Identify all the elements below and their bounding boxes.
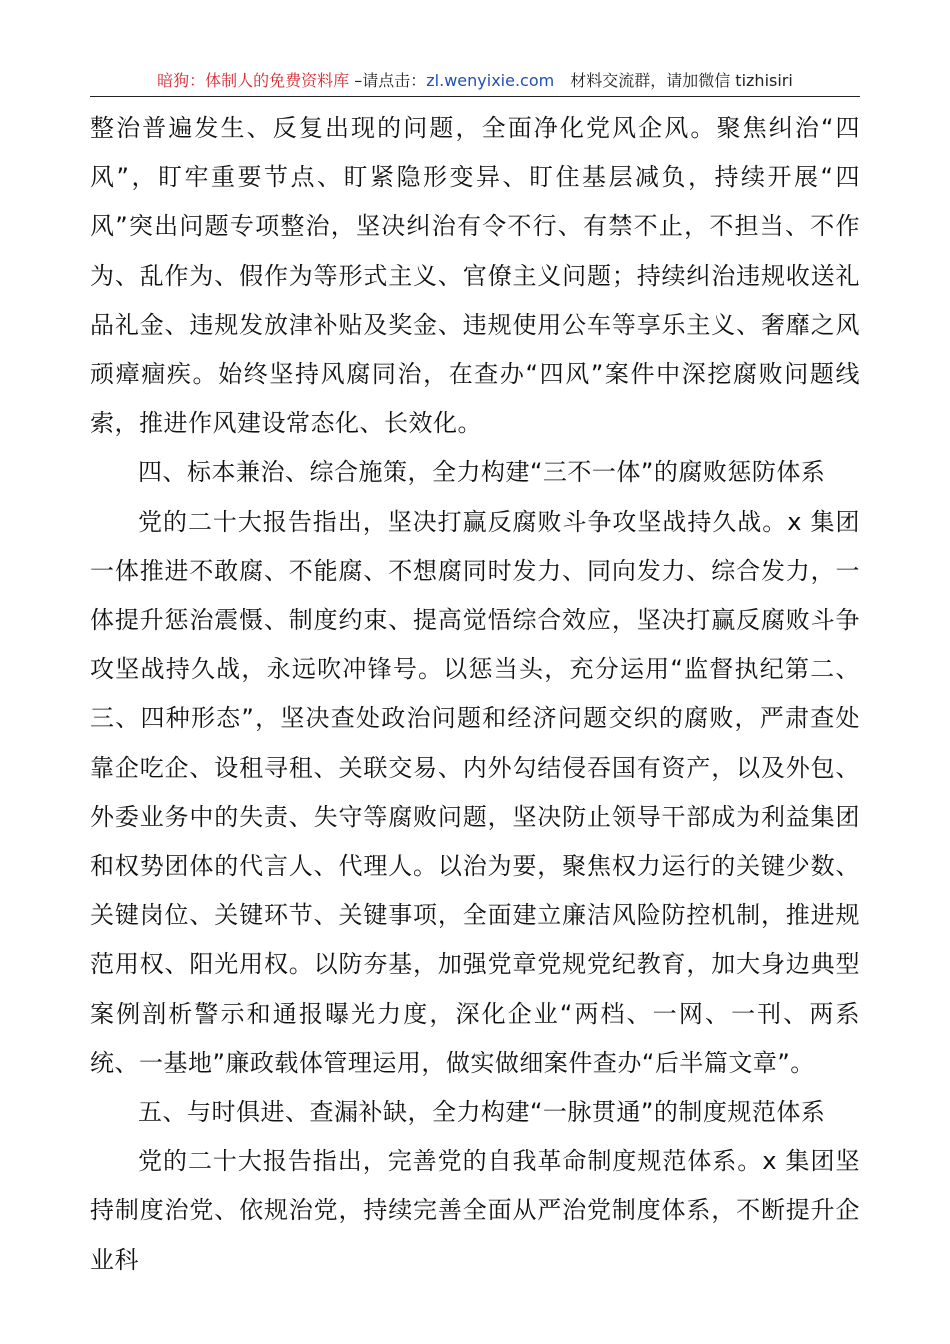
header-note: 材料交流群，请加微信 tizhisiri [570, 71, 793, 90]
paragraph-section-5: 党的二十大报告指出，完善党的自我革命制度规范体系。x 集团坚持制度治党、依规治党，持续完善全面从严治党制度体系，不断提升企业科 [90, 1147, 860, 1274]
section-heading-5: 五、与时俱进、查漏补缺，全力构建“一脉贯通”的制度规范体系 [138, 1098, 826, 1127]
document-body [90, 104, 860, 1285]
header-link[interactable]: zl.wenyixie.com [426, 71, 555, 90]
page-header [90, 66, 860, 97]
paragraph-continued: 整治普遍发生、反复出现的问题，全面净化党风企风。聚焦纠治“四风”，盯牢重要节点、盯紧隐形变异、盯住基层减负，持续开展“四风”突出问题专项整治，坚决纠治有令不行、有禁不止，不担当、不作为、乱作为、假作为等形式主义、官僚主义问题；持续纠治违规收送礼品礼金、违规发放津补贴及奖金、违规使用公车等享乐主义、奢靡之风顽瘴痼疾。始终坚持风腐同治，在查办“四风”案件中深挖腐败问题线索，推进作风建设常态化、长效化。 [90, 114, 860, 438]
header-separator: –请点击： [349, 71, 427, 90]
section-heading-4: 四、标本兼治、综合施策，全力构建“三不一体”的腐败惩防体系 [138, 458, 826, 487]
header-brand: 暗狗：体制人的免费资料库 [157, 71, 350, 90]
paragraph-section-4: 党的二十大报告指出，坚决打赢反腐败斗争攻坚战持久战。x 集团一体推进不敢腐、不能腐、不想腐同时发力、同向发力、综合发力，一体提升惩治震慑、制度约束、提高觉悟综合效应，坚决打赢反腐败斗争攻坚战持久战，永远吹冲锋号。以惩当头，充分运用“监督执纪第二、三、四种形态”，坚决查处政治问题和经济问题交织的腐败，严肃查处靠企吃企、设租寻租、关联交易、内外勾结侵吞国有资产，以及外包、外委业务中的失责、失守等腐败问题，坚决防止领导干部成为利益集团和权势团体的代言人、代理人。以治为要，聚焦权力运行的关键少数、关键岗位、关键环节、关键事项，全面建立廉洁风险防控机制，推进规范用权、阳光用权。以防夯基，加强党章党规党纪教育，加大身边典型案例剖析警示和通报曝光力度，深化企业“两档、一网、一刊、两系统、一基地”廉政载体管理运用，做实做细案件查办“后半篇文章”。 [90, 507, 860, 1077]
